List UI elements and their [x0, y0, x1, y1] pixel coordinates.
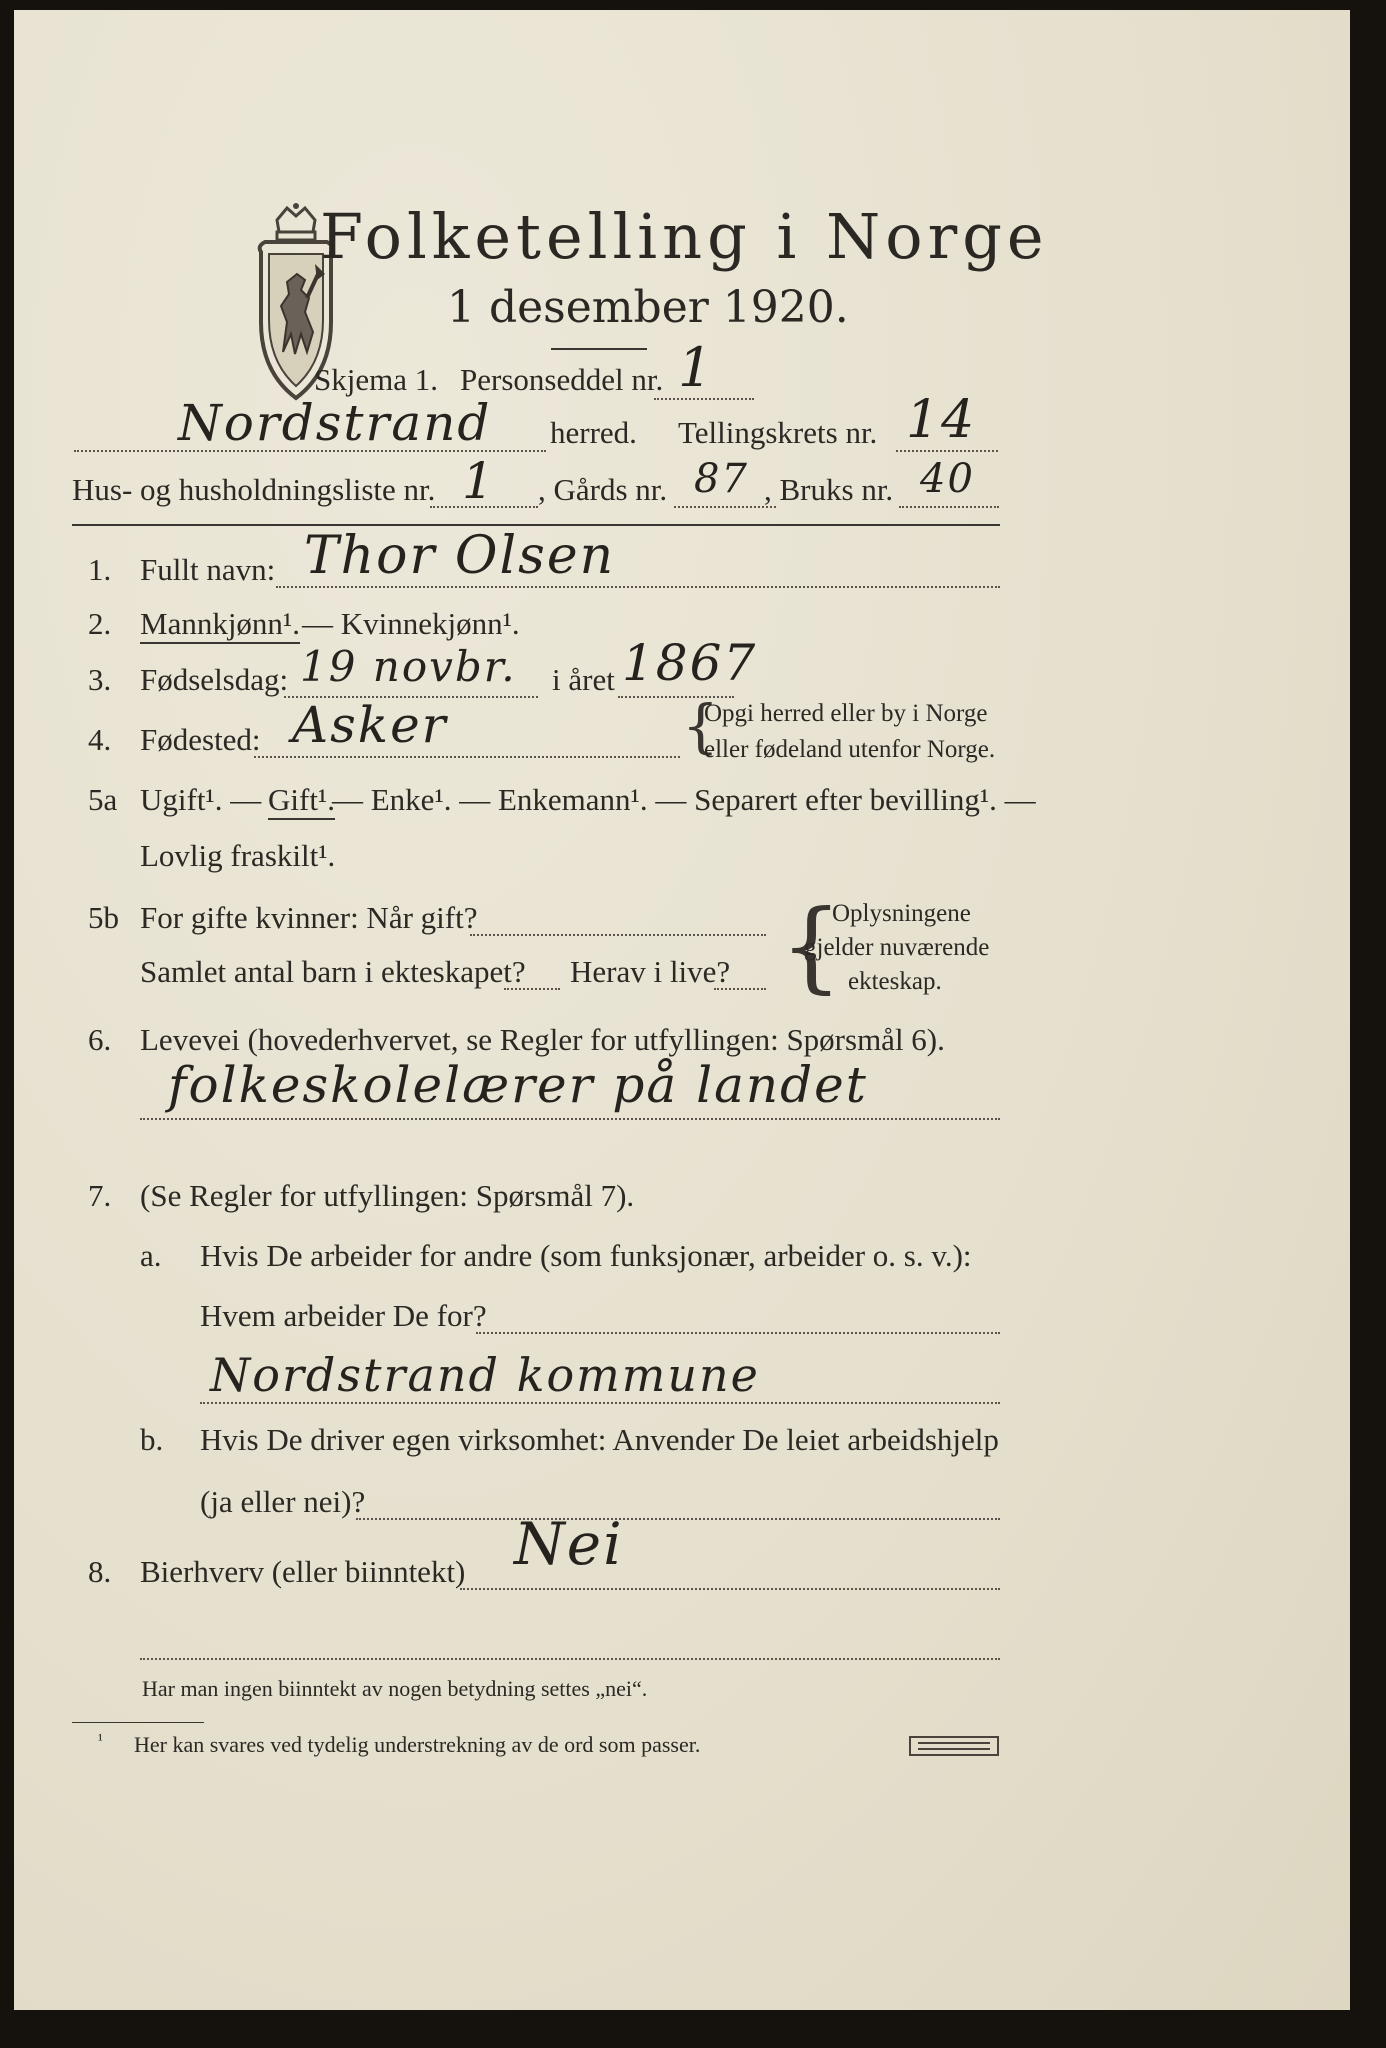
q7a-letter: a. — [140, 1238, 162, 1273]
q4-line — [254, 756, 680, 758]
q2-number: 2. — [88, 606, 112, 641]
footnote-text: Her kan svares ved tydelig understrekning av de ord som passer. — [134, 1732, 701, 1757]
q7-label: (Se Regler for utfyllingen: Spørsmål 7). — [140, 1178, 635, 1213]
household-list-label: Hus- og husholdningsliste nr. — [72, 472, 436, 507]
title-divider — [551, 348, 647, 350]
q5b-alive-label: Herav i live? — [570, 954, 731, 989]
q7b-letter: b. — [140, 1422, 164, 1457]
q7b-help-label: (ja eller nei)? — [200, 1484, 366, 1519]
q5b-note-line3: ekteskap. — [848, 968, 942, 995]
personseddel-value: 1 — [678, 336, 715, 399]
q8-label: Bierhverv (eller biinntekt) — [140, 1554, 466, 1589]
q1-label: Fullt navn: — [140, 552, 276, 587]
q3-year-value: 1867 — [622, 634, 758, 692]
gards-line — [674, 506, 776, 508]
q4-label: Fødested: — [140, 722, 261, 757]
herred-label: herred. — [550, 415, 637, 450]
q7a-employer-line — [476, 1332, 1000, 1334]
bruks-value: 40 — [920, 456, 975, 502]
q7a-employer-line2 — [200, 1402, 1000, 1404]
footnote-mark: ¹ — [98, 1732, 103, 1749]
q5a-divorced-option: Lovlig fraskilt¹. — [140, 838, 336, 873]
q7a-employer-label: Hvem arbeider De for? — [200, 1298, 487, 1333]
q5b-children-label: Samlet antal barn i ekteskapet? — [140, 954, 526, 989]
tellingskrets-value: 14 — [906, 390, 977, 450]
no-income-note: Har man ingen biinntekt av nogen betydning settes „nei“. — [142, 1676, 648, 1701]
q1-value: Thor Olsen — [304, 526, 616, 586]
gards-value: 87 — [694, 456, 749, 502]
q3-day-value: 19 novbr. — [300, 642, 517, 691]
q5a-married-option: Gift¹. — [268, 782, 335, 820]
gards-label: , Gårds nr. — [538, 472, 668, 507]
tellingskrets-line — [896, 450, 998, 452]
q7-number: 7. — [88, 1178, 112, 1213]
q5a-other-options: — Enke¹. — Enkemann¹. — Separert efter bevilling¹. — — [332, 782, 1036, 817]
q3-year-label: i året — [552, 662, 615, 697]
extra-answer-line — [140, 1658, 1000, 1660]
q5b-brace: { — [780, 890, 843, 1004]
q4-number: 4. — [88, 722, 112, 757]
bruks-line — [899, 506, 999, 508]
household-list-value: 1 — [462, 452, 496, 510]
form-title: Folketelling i Norge — [320, 200, 1049, 273]
q5a-unmarried-option: Ugift¹. — — [140, 782, 262, 817]
q8-value: Nei — [514, 1510, 624, 1578]
schema-label: Skjema 1. — [314, 362, 438, 397]
q5b-children-line — [504, 988, 560, 990]
census-date: 1 desember 1920. — [447, 282, 849, 333]
q5b-married-when-line — [470, 934, 766, 936]
q5b-note-line2: gjelder nuværende — [804, 934, 990, 961]
q5b-label: For gifte kvinner: Når gift? — [140, 900, 478, 935]
personseddel-label: Personseddel nr. — [460, 362, 664, 397]
herred-value: Nordstrand — [178, 394, 492, 452]
q7a-label: Hvis De arbeider for andre (som funksjonær, arbeider o. s. v.): — [200, 1238, 972, 1273]
footnote-divider — [72, 1722, 204, 1723]
q4-note-line2: eller fødeland utenfor Norge. — [704, 736, 996, 763]
q6-line — [140, 1118, 1000, 1120]
q4-note-line1: Opgi herred eller by i Norge — [704, 700, 988, 727]
printer-stamp-icon — [908, 1734, 1000, 1758]
bruks-label: , Bruks nr. — [764, 472, 894, 507]
q5b-alive-line — [714, 988, 766, 990]
q5a-number: 5a — [88, 782, 118, 817]
q5b-number: 5b — [88, 900, 119, 935]
q1-line — [276, 586, 1000, 588]
q6-number: 6. — [88, 1022, 112, 1057]
q2-male-option: Mannkjønn¹. — [140, 606, 300, 644]
q8-line — [460, 1588, 1000, 1590]
q3-label: Fødselsdag: — [140, 662, 289, 697]
q5b-note-line1: Oplysningene — [832, 900, 971, 927]
q8-number: 8. — [88, 1554, 112, 1589]
q4-value: Asker — [292, 696, 448, 754]
tellingskrets-label: Tellingskrets nr. — [678, 415, 878, 450]
q4-brace: { — [682, 692, 719, 760]
q7b-help-line — [356, 1518, 1000, 1520]
q6-label: Levevei (hovederhvervet, se Regler for utfyllingen: Spørsmål 6). — [140, 1022, 945, 1057]
census-form — [14, 10, 1350, 2010]
q7a-employer-value: Nordstrand kommune — [210, 1348, 760, 1402]
q1-number: 1. — [88, 552, 112, 587]
q6-value: folkeskolelærer på landet — [168, 1056, 868, 1114]
q7b-label: Hvis De driver egen virksomhet: Anvender De leiet arbeidshjelp — [200, 1422, 999, 1457]
q3-number: 3. — [88, 662, 112, 697]
q2-female-option: — Kvinnekjønn¹. — [302, 606, 520, 641]
